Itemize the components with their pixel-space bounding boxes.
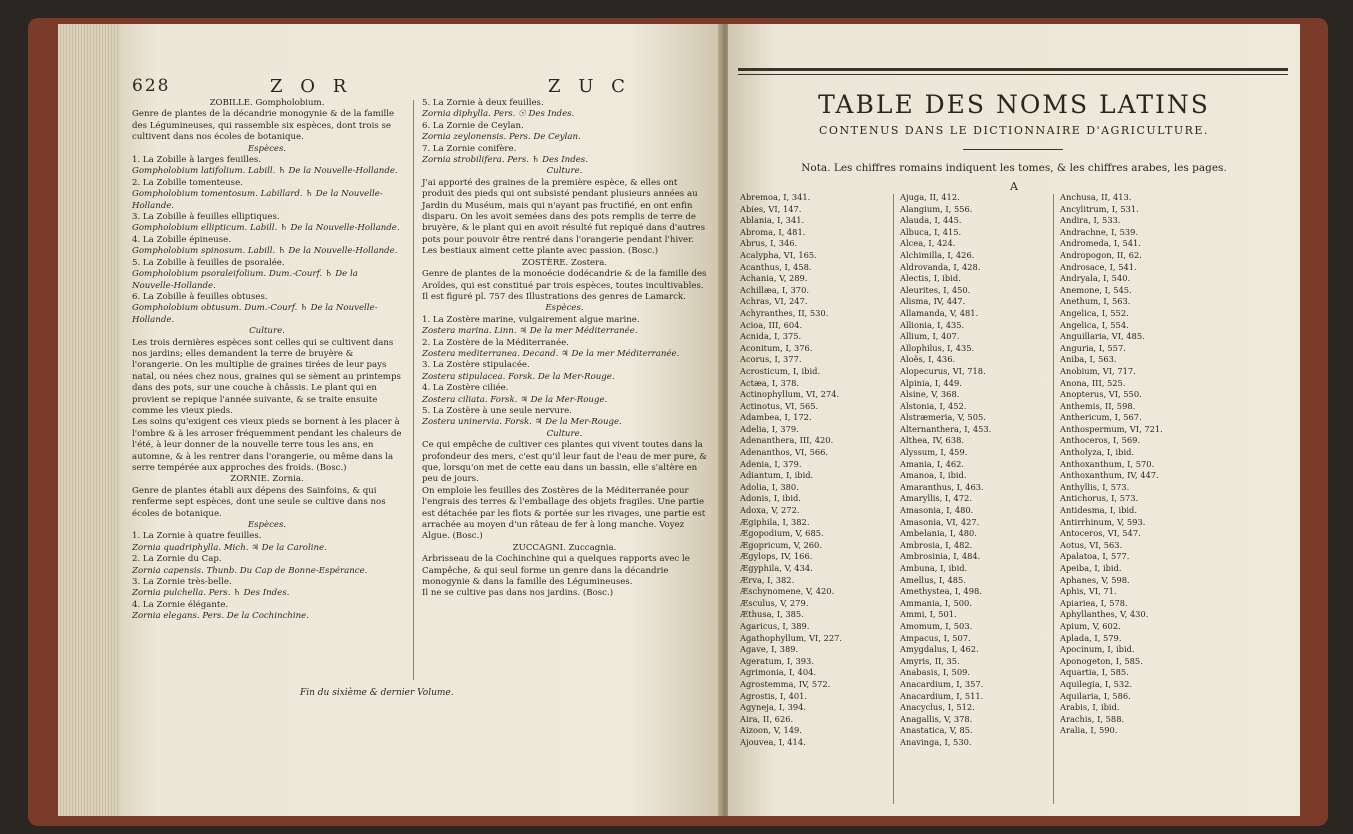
index-entry: Adenanthera, III, 420. <box>740 435 834 446</box>
index-entry: Anthoxanthum, IV, 447. <box>1060 470 1159 481</box>
index-entry: Ajouvea, I, 414. <box>740 736 806 747</box>
index-entry: Agathophyllum, VI, 227. <box>740 632 843 643</box>
paragraph: 3. La Zornie très-belle. <box>132 577 232 588</box>
paragraph: 2. La Zostère de la Méditerranée. <box>422 337 569 348</box>
index-entry: Ambelania, I, 480. <box>900 528 977 539</box>
index-entry: Alsine, V, 368. <box>900 389 960 400</box>
index-entry: Agyneja, I, 394. <box>740 702 807 713</box>
index-entry: Achras, VI, 247. <box>740 296 808 307</box>
index-entry: Achania, V, 289. <box>740 273 808 284</box>
index-entry: Anacardium, I, 357. <box>900 678 984 689</box>
index-entry: Actinotus, VI, 565. <box>740 400 819 411</box>
paragraph: 1. La Zobille à larges feuilles. <box>132 155 262 166</box>
paragraph: ZOSTÈRE. Zostera. <box>521 257 608 268</box>
index-entry: Amomum, I, 503. <box>900 620 973 631</box>
index-divider-1 <box>893 194 894 804</box>
index-entry: Anthericum, I, 567. <box>1060 412 1142 423</box>
index-entry: Ambrosinia, I, 484. <box>900 551 981 562</box>
index-entry: Abies, VI, 147. <box>740 203 802 214</box>
index-entry: Actæa, I, 378. <box>740 377 800 388</box>
index-entry: Ampacus, I, 507. <box>900 632 971 643</box>
index-entry: Amasonia, I, 480. <box>900 505 974 516</box>
index-entry: Alisma, IV, 447. <box>900 296 966 307</box>
index-column-3 <box>1060 192 1220 737</box>
index-entry: Alstonia, I, 452. <box>900 400 967 411</box>
index-entry: Ægopricum, V, 260. <box>740 539 822 550</box>
index-entry: Ammania, I, 500. <box>900 597 972 608</box>
index-entry: Adolia, I, 380. <box>740 481 799 492</box>
index-title: TABLE DES NOMS LATINS <box>818 90 1210 119</box>
index-entry: Anopterus, VI, 550. <box>1060 389 1142 400</box>
index-entry: Aralia, I, 590. <box>1060 725 1118 736</box>
index-entry: Anacyclus, I, 512. <box>900 702 975 713</box>
index-entry: Amasonia, VI, 427. <box>900 516 980 527</box>
index-entry: Aponogeton, I, 585. <box>1060 655 1143 666</box>
index-entry: Anagallis, V, 378. <box>900 713 973 724</box>
top-rule-thin <box>738 74 1288 75</box>
index-entry: Amania, I, 462. <box>900 458 965 469</box>
index-entry: Alternanthera, I, 453. <box>900 423 992 434</box>
index-entry: Adenia, I, 379. <box>740 458 802 469</box>
index-entry: Adambea, I, 172. <box>740 412 812 423</box>
index-entry: Amanoa, I, ibid. <box>900 470 967 481</box>
index-entry: Agrimonia, I, 404. <box>740 667 817 678</box>
index-entry: Ambuna, I, ibid. <box>900 563 968 573</box>
index-entry: Aira, II, 626. <box>740 713 794 724</box>
index-entry: Acnida, I, 375. <box>740 331 802 342</box>
index-entry: Allophilus, I, 435. <box>900 342 975 353</box>
index-entry: Ægopodium, V, 685. <box>740 528 824 539</box>
paragraph: Gompholobium tomentosum. Labillard. ♄ De la Nouvelle-Hollande. <box>132 189 383 211</box>
index-entry: Alcea, I, 424. <box>900 238 956 249</box>
index-entry: Agrostemma, IV, 572. <box>740 678 831 689</box>
paragraph: 1. La Zornie à quatre feuilles. <box>132 531 262 542</box>
index-entry: Arachis, I, 588. <box>1060 713 1125 724</box>
running-head-right: Z U C <box>548 76 631 97</box>
paragraph: Genre de plantes de la monoécie dodécandrie & de la famille des Aroïdes, qui est constitué par trois espèces, toutes incultivables. Il est figuré pl. 757 des Illustrations des genres de Lamarck. <box>422 269 707 302</box>
paragraph: Les trois dernières espèces sont celles qui se cultivent dans nos jardins; elles demandent la terre de bruyère & l'orangerie. On les multiplie de graines tirées de leur pays natal, ou nées chez nous, graines qui se sèment au printemps dans des pots, sur une couche à châssis. Le plant qui en provient se repique l'année suivante, & se traite ensuite comme les vieux pieds. <box>132 337 401 416</box>
paragraph: Gompholobium obtusum. Dum.-Courf. ♄ De la Nouvelle-Hollande. <box>132 303 378 325</box>
index-entry: Achillæa, I, 370. <box>740 284 809 295</box>
index-entry: Androsace, I, 541. <box>1060 261 1137 272</box>
paragraph: Zornia capensis. Thunb. Du Cap de Bonne-Espérance. <box>132 565 368 576</box>
index-entry: Alangium, I, 556. <box>900 203 973 214</box>
index-entry: Amaryllis, I, 472. <box>900 493 972 504</box>
paragraph: ZUCCAGNI. Zuccagnia. <box>512 542 617 553</box>
index-entry: Amaranthus, I, 463. <box>900 481 984 492</box>
paragraph: 1. La Zostère marine, vulgairement algue marine. <box>422 314 640 325</box>
index-entry: Allium, I, 407. <box>900 331 960 342</box>
index-entry: Andryala, I, 540. <box>1060 273 1131 284</box>
index-entry: Amygdalus, I, 462. <box>900 644 979 655</box>
index-entry: Angelica, I, 552. <box>1060 307 1129 318</box>
index-entry: Ægyphila, V, 434. <box>740 563 813 573</box>
paragraph: Zornia elegans. Pers. De la Cochinchine. <box>132 611 309 622</box>
index-entry: Antholyza, I, ibid. <box>1060 447 1135 458</box>
paragraph: Zostera uninervia. Forsk. ♃ De la Mer-Rouge. <box>422 417 622 428</box>
index-entry: Ambrosia, I, 482. <box>900 539 973 550</box>
index-entry: Aleurites, I, 450. <box>900 284 971 295</box>
paragraph: Arbrisseau de la Cochinchine qui a quelques rapports avec le Campêche, & qui seul forme un genre dans la décandrie monogynie & dans la famille des Légumineuses. <box>422 554 690 588</box>
paragraph: Les soins qu'exigent ces vieux pieds se bornent à les placer à l'ombre & à les arroser fréquemment pendant les chaleurs de l'été, à leur donner de la nouvelle terre tous les ans, en automne, & à les rentrer dans l'orangerie, ou même dans la serre tempérée aux approches des froids. (Bosc.) <box>132 417 402 473</box>
index-entry: Adonis, I, ibid. <box>740 493 801 504</box>
index-entry: Acorus, I, 377. <box>740 354 802 365</box>
index-entry: Anavinga, I, 530. <box>900 736 972 747</box>
index-entry: Anthospermum, VI, 721. <box>1060 423 1163 434</box>
index-entry: Apocinum, I, ibid. <box>1060 644 1135 655</box>
index-entry: Alopecurus, VI, 718. <box>900 365 986 376</box>
index-column-2 <box>900 192 1060 749</box>
index-entry: Apalatoa, I, 577. <box>1060 551 1130 562</box>
text-column-2 <box>422 98 707 600</box>
index-entry: Antirrhinum, V, 593. <box>1060 516 1146 527</box>
paragraph: 2. La Zobille tomenteuse. <box>132 177 243 188</box>
paragraph: 5. La Zobille à feuilles de psoralée. <box>132 257 285 268</box>
index-entry: Aizoon, V, 149. <box>740 725 802 736</box>
index-entry: Acrosticum, I, ibid. <box>740 365 821 376</box>
paragraph: 4. La Zostère ciliée. <box>422 383 509 394</box>
index-entry: Anabasis, I, 509. <box>900 667 971 678</box>
paragraph: Ce qui empêche de cultiver ces plantes qui vivent toutes dans la profondeur des mers, c'est qu'il leur faut de l'eau de mer pure, & que, lorsqu'on met de cette eau dans un bassin, elle s'altère en peu de jours. <box>422 440 707 485</box>
top-rule-thick <box>738 68 1288 71</box>
paragraph: J'ai apporté des graines de la première espèce, & elles ont produit des pieds qui ont subsisté pendant plusieurs années au Jardin du Muséum, mais qui n'ayant pas fructifié, en ont enfin disparu. On les avoit semées dans des pots remplis de terre de bruyère, & le plant qui en avoit résulté fut repiqué dans d'autres pots pour pouvoir être rentré dans l'orangerie pendant l'hiver. <box>422 177 705 245</box>
index-column-1 <box>740 192 900 749</box>
paragraph: 4. La Zornie élégante. <box>132 599 229 610</box>
paragraph: Les bestiaux aiment cette plante avec passion. (Bosc.) <box>422 246 659 257</box>
index-note: Nota. Les chiffres romains indiquent les tomes, & les chiffres arabes, les pages. <box>801 162 1227 174</box>
index-entry: Aphanes, V, 598. <box>1060 574 1130 585</box>
index-entry: Anthoxanthum, I, 570. <box>1060 458 1155 469</box>
index-entry: Andira, I, 533. <box>1060 215 1121 226</box>
paragraph: 5. La Zostère à une seule nervure. <box>422 405 572 416</box>
paragraph: Genre de plantes établi aux dépens des Sainfoins, & qui renferme sept espèces, dont une seule se cultive dans nos écoles de botanique. <box>132 485 386 519</box>
title-rule <box>963 149 1063 150</box>
paragraph: Gompholobium psoraleifolium. Dum.-Courf. ♄ De la Nouvelle-Hollande. <box>132 269 358 291</box>
index-entry: Andromeda, I, 541. <box>1060 238 1141 249</box>
index-entry: Aotus, VI, 563. <box>1060 539 1123 550</box>
index-entry: Allamanda, V, 481. <box>900 307 979 318</box>
page-edges <box>58 24 122 816</box>
index-entry: Abroma, I, 481. <box>740 226 806 237</box>
paragraph: Espèces. <box>247 143 287 154</box>
paragraph: Genre de plantes de la décandrie monogynie & de la famille des Légumineuses, qui rassemble six espèces, dont trois se cultivent dans nos écoles de botanique. <box>132 109 395 143</box>
paragraph: Culture. <box>546 166 583 177</box>
index-entry: Agaricus, I, 389. <box>740 620 810 631</box>
index-entry: Aquilegia, I, 532. <box>1060 678 1133 689</box>
index-entry: Achyranthes, II, 530. <box>740 307 829 318</box>
index-entry: Alyssum, I, 459. <box>900 447 968 458</box>
paragraph: 4. La Zobille épineuse. <box>132 234 231 245</box>
index-entry: Albuca, I, 415. <box>900 226 962 237</box>
index-divider-2 <box>1053 194 1054 804</box>
index-entry: Antidesma, I, ibid. <box>1060 505 1138 516</box>
index-entry: Anguillaria, VI, 485. <box>1060 331 1145 342</box>
index-entry: Anastatica, V, 85. <box>900 725 973 736</box>
index-entry: Aldrovanda, I, 428. <box>900 261 981 272</box>
paragraph: Zornia strobilifera. Pers. ♄ Des Indes. <box>422 155 588 166</box>
index-entry: Apeiba, I, ibid. <box>1060 563 1122 573</box>
index-letter-heading: A <box>1010 180 1018 193</box>
paragraph: Zostera marina. Linn. ♃ De la mer Méditerranée. <box>422 326 638 337</box>
left-page <box>120 24 722 816</box>
volume-end-note: Fin du sixième & dernier Volume. <box>300 688 454 698</box>
index-entry: Æthusa, I, 385. <box>740 609 804 620</box>
paragraph: 3. La Zobille à feuilles elliptiques. <box>132 212 280 223</box>
index-entry: Anemone, I, 545. <box>1060 284 1132 295</box>
index-entry: Aniba, I, 563. <box>1060 354 1117 365</box>
paragraph: On emploie les feuilles des Zostères de la Méditerranée pour l'engrais des terres & l'emballage des objets fragiles. Une partie est détachée par les flots & portée sur les rivages, une partie est arrachée au moyen d'un râteau de fer à long manche. Voyez Algue. (Bosc.) <box>422 485 706 542</box>
paragraph: Espèces. <box>545 303 584 314</box>
index-entry: Antichorus, I, 573. <box>1060 493 1139 504</box>
index-entry: Alchimilla, I, 426. <box>900 249 975 260</box>
index-entry: Anthemis, II, 598. <box>1060 400 1136 411</box>
paragraph: 3. La Zostère stipulacée. <box>422 360 530 371</box>
index-entry: Aphyllanthes, V, 430. <box>1060 609 1149 620</box>
index-entry: Acioa, III, 604. <box>740 319 803 330</box>
running-head-left: Z O R <box>270 76 353 97</box>
index-entry: Andropogon, II, 62. <box>1060 249 1142 260</box>
paragraph: Gompholobium latifolium. Labill. ♄ De la Nouvelle-Hollande. <box>132 166 398 177</box>
index-entry: Anobium, VI, 717. <box>1060 365 1136 376</box>
index-entry: Abrus, I, 346. <box>740 238 798 249</box>
index-entry: Ancylitrum, I, 531. <box>1060 203 1139 214</box>
index-entry: Ægylops, IV, 166. <box>740 551 813 562</box>
index-entry: Alstræmeria, V, 505. <box>900 412 986 423</box>
paragraph: ZOBILLE. Gompholobium. <box>209 98 325 108</box>
book <box>28 18 1328 826</box>
index-entry: Anchusa, II, 413. <box>1060 192 1132 202</box>
index-entry: Alauda, I, 445. <box>900 215 962 226</box>
index-entry: Angelica, I, 554. <box>1060 319 1129 330</box>
index-entry: Apiariea, I, 578. <box>1060 597 1128 608</box>
column-divider <box>413 100 414 680</box>
index-entry: Anthyllis, I, 573. <box>1060 481 1130 492</box>
paragraph: Zornia diphylla. Pers. ☉ Des Indes. <box>422 109 575 120</box>
index-entry: Amellus, I, 485. <box>900 574 966 585</box>
index-entry: Ablania, I, 341. <box>740 215 805 226</box>
index-entry: Antoceros, VI, 547. <box>1060 528 1141 539</box>
paragraph: Zostera stipulacea. Forsk. De la Mer-Rouge. <box>422 371 615 382</box>
paragraph: 6. La Zornie de Ceylan. <box>422 120 524 131</box>
paragraph: Zostera ciliata. Forsk. ♃ De la Mer-Rouge. <box>422 394 608 405</box>
paragraph: Espèces. <box>247 520 287 531</box>
paragraph: 5. La Zornie à deux feuilles. <box>422 98 544 108</box>
index-entry: Anacardium, I, 511. <box>900 690 984 701</box>
index-entry: Aphis, VI, 71. <box>1060 586 1117 597</box>
index-entry: Aloës, I, 436. <box>900 354 956 365</box>
index-entry: Ærva, I, 382. <box>740 574 795 585</box>
index-entry: Ammi, I, 501. <box>900 609 957 620</box>
paragraph: ZORNIE. Zornia. <box>230 474 304 485</box>
index-entry: Anthoceros, I, 569. <box>1060 435 1141 446</box>
index-entry: Adenanthos, VI, 566. <box>740 447 829 458</box>
paragraph: Zornia zeylonensis. Pers. De Ceylan. <box>422 132 581 143</box>
index-subtitle: CONTENUS DANS LE DICTIONNAIRE D'AGRICULTURE. <box>819 124 1209 137</box>
paragraph: Zornia quadriphylla. Mich. ♃ De la Caroline. <box>132 542 327 553</box>
index-entry: Alpinia, I, 449. <box>900 377 962 388</box>
index-entry: Arabis, I, ibid. <box>1060 702 1120 713</box>
index-entry: Actinophyllum, VI, 274. <box>740 389 840 400</box>
index-entry: Acanthus, I, 458. <box>740 261 812 272</box>
index-entry: Alectis, I, ibid. <box>900 273 961 284</box>
paragraph: 6. La Zobille à feuilles obtuses. <box>132 291 268 302</box>
paragraph: Culture. <box>546 428 583 439</box>
paragraph: Culture. <box>249 326 285 337</box>
index-entry: Amyris, II, 35. <box>900 655 960 666</box>
paragraph: Il ne se cultive pas dans nos jardins. (Bosc.) <box>422 588 614 599</box>
index-entry: Agave, I, 389. <box>740 644 799 655</box>
index-entry: Aquartia, I, 585. <box>1060 667 1129 678</box>
paragraph: Gompholobium ellipticum. Labill. ♄ De la Nouvelle-Hollande. <box>132 223 400 234</box>
index-entry: Anona, III, 525. <box>1060 377 1126 388</box>
page-number: 628 <box>132 76 171 96</box>
index-entry: Anguria, I, 557. <box>1060 342 1126 353</box>
index-entry: Acalypha, VI, 165. <box>740 249 817 260</box>
index-entry: Apium, V, 602. <box>1060 620 1121 631</box>
index-entry: Ægiphila, I, 382. <box>740 516 810 527</box>
right-page <box>728 24 1300 816</box>
index-entry: Ajuga, II, 412. <box>900 192 960 202</box>
index-entry: Æsculus, V, 279. <box>740 597 809 608</box>
text-column-1 <box>132 98 402 623</box>
index-entry: Amethystea, I, 498. <box>900 586 982 597</box>
index-entry: Allionia, I, 435. <box>900 319 965 330</box>
index-entry: Andrachne, I, 539. <box>1060 226 1139 237</box>
index-entry: Ageratum, I, 393. <box>740 655 814 666</box>
index-entry: Anethum, I, 563. <box>1060 296 1131 307</box>
index-entry: Æschynomene, V, 420. <box>740 586 835 597</box>
index-entry: Aplada, I, 579. <box>1060 632 1122 643</box>
index-entry: Agrostis, I, 401. <box>740 690 808 701</box>
paragraph: Zostera mediterranea. Decand. ♃ De la mer Méditerranée. <box>422 348 680 359</box>
paragraph: Zornia pulchella. Pers. ♄ Des Indes. <box>132 588 290 599</box>
paragraph: 7. La Zornie conifère. <box>422 143 517 154</box>
paragraph: Gompholobium spinosum. Labill. ♄ De la Nouvelle-Hollande. <box>132 246 398 257</box>
index-entry: Abremoa, I, 341. <box>740 192 811 202</box>
index-entry: Adelia, I, 379. <box>740 423 799 434</box>
paragraph: 2. La Zornie du Cap. <box>132 554 222 565</box>
index-entry: Aconitum, I, 376. <box>740 342 813 353</box>
index-entry: Aquilaria, I, 586. <box>1060 690 1131 701</box>
index-entry: Althea, IV, 638. <box>900 435 965 446</box>
index-entry: Adiantum, I, ibid. <box>740 470 814 481</box>
index-entry: Adoxa, V, 272. <box>740 505 800 516</box>
